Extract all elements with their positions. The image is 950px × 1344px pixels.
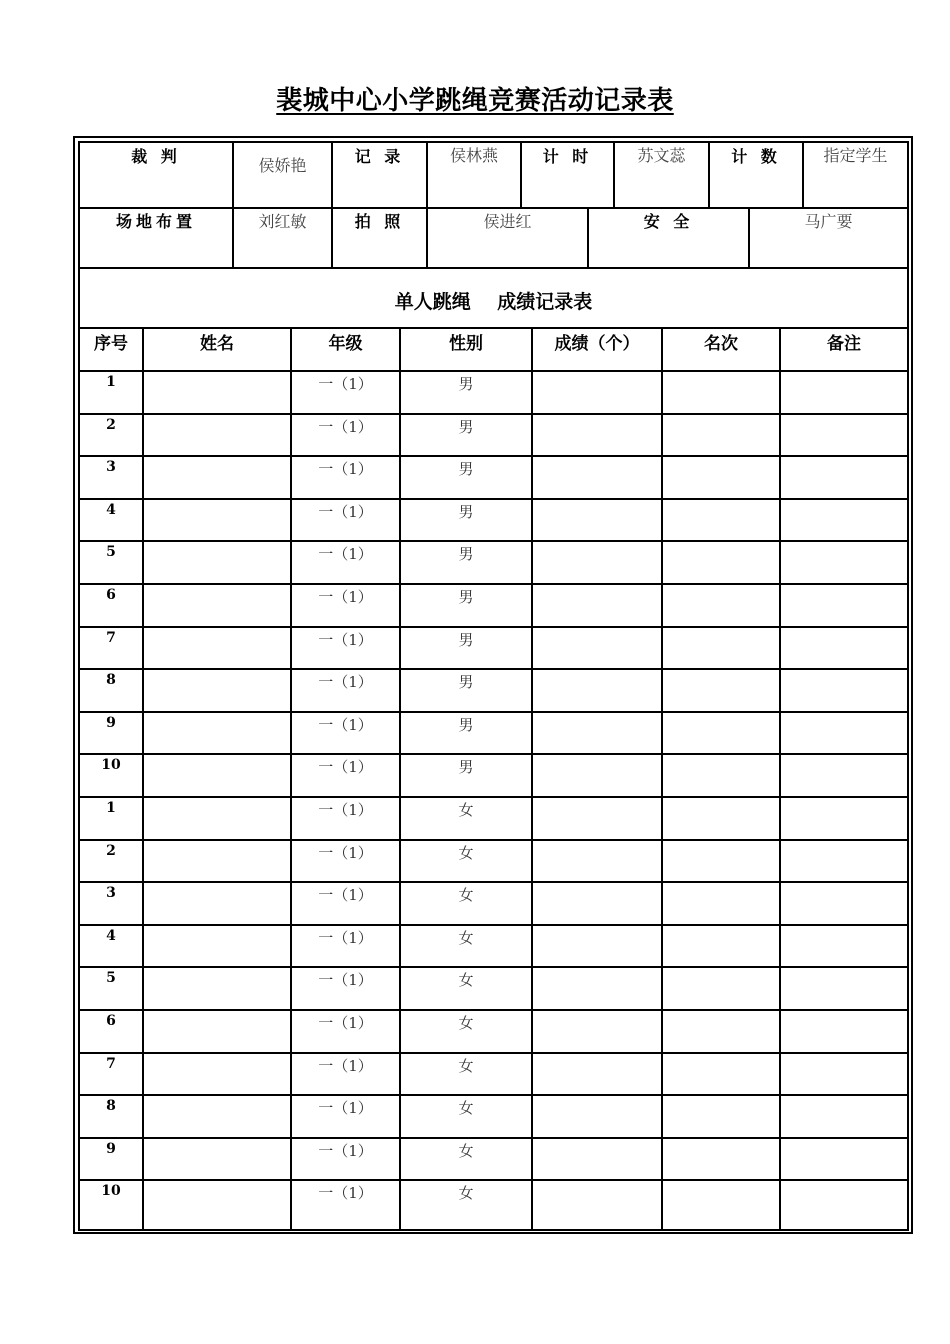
score-cell — [533, 796, 661, 836]
score-cell — [533, 455, 661, 495]
name-cell — [144, 1009, 290, 1049]
note-cell — [781, 966, 907, 1006]
grade-cell: 一（1） — [318, 716, 373, 734]
rank-cell — [663, 966, 779, 1006]
rank-cell — [663, 626, 779, 666]
gender-cell: 男 — [458, 375, 474, 393]
gender-cell: 男 — [458, 588, 474, 606]
note-cell — [781, 583, 907, 623]
row-number: 10 — [101, 1183, 121, 1199]
name-cell — [144, 540, 290, 580]
rank-cell — [663, 668, 779, 708]
note-cell — [781, 1094, 907, 1134]
section-title: 单人跳绳 成绩记录表 — [394, 291, 593, 313]
note-cell — [781, 1052, 907, 1092]
name-cell — [144, 839, 290, 879]
note-cell — [781, 711, 907, 751]
row-number: 3 — [106, 885, 116, 901]
name-cell — [144, 413, 290, 453]
row-number: 4 — [106, 502, 116, 518]
gender-cell: 女 — [458, 1057, 474, 1075]
table-border-bottom — [78, 1229, 909, 1231]
score-cell — [533, 839, 661, 879]
note-cell — [781, 455, 907, 495]
gender-cell: 男 — [458, 418, 474, 436]
record-table — [73, 136, 913, 1234]
rank-cell — [663, 455, 779, 495]
score-cell — [533, 583, 661, 623]
score-cell — [533, 966, 661, 1006]
rank-cell — [663, 413, 779, 453]
name-cell — [144, 1094, 290, 1134]
gender-cell: 男 — [458, 545, 474, 563]
rank-cell — [663, 839, 779, 879]
gender-cell: 女 — [458, 844, 474, 862]
score-cell — [533, 370, 661, 410]
score-cell — [533, 881, 661, 921]
column-header: 名次 — [704, 334, 738, 354]
gender-cell: 男 — [458, 673, 474, 691]
gender-cell: 女 — [458, 971, 474, 989]
rank-cell — [663, 924, 779, 964]
row-number: 7 — [106, 630, 116, 646]
score-cell — [533, 1094, 661, 1134]
grade-cell: 一（1） — [318, 545, 373, 563]
column-header: 性别 — [449, 334, 483, 354]
score-cell — [533, 1137, 661, 1177]
grade-cell: 一（1） — [318, 1142, 373, 1160]
staff-value: 侯娇艳 — [258, 156, 307, 175]
column-header: 备注 — [827, 334, 861, 354]
staff-label: 安 全 — [643, 212, 694, 231]
note-cell — [781, 668, 907, 708]
rank-cell — [663, 711, 779, 751]
staff-label: 记 录 — [354, 147, 405, 166]
grade-cell: 一（1） — [318, 801, 373, 819]
grade-cell: 一（1） — [318, 929, 373, 947]
score-cell — [533, 1009, 661, 1049]
note-cell — [781, 626, 907, 666]
grade-cell: 一（1） — [318, 971, 373, 989]
note-cell — [781, 370, 907, 410]
rank-cell — [663, 370, 779, 410]
row-number: 1 — [106, 800, 116, 816]
rank-cell — [663, 1009, 779, 1049]
row-number: 3 — [106, 459, 116, 475]
staff-label: 场地布置 — [115, 212, 196, 231]
row-number: 8 — [106, 1098, 116, 1114]
note-cell — [781, 753, 907, 793]
rank-cell — [663, 1137, 779, 1177]
name-cell — [144, 966, 290, 1006]
gender-cell: 男 — [458, 758, 474, 776]
gender-cell: 男 — [458, 716, 474, 734]
rank-cell — [663, 753, 779, 793]
rank-cell — [663, 1052, 779, 1092]
name-cell — [144, 1052, 290, 1092]
name-cell — [144, 881, 290, 921]
note-cell — [781, 881, 907, 921]
staff-value: 侯林燕 — [449, 146, 498, 165]
note-cell — [781, 1179, 907, 1219]
grade-cell: 一（1） — [318, 1099, 373, 1117]
gender-cell: 女 — [458, 1099, 474, 1117]
name-cell — [144, 668, 290, 708]
grade-cell: 一（1） — [318, 631, 373, 649]
staff-value: 侯进红 — [483, 212, 532, 231]
rank-cell — [663, 583, 779, 623]
staff-label: 拍 照 — [354, 212, 405, 231]
grade-cell: 一（1） — [318, 844, 373, 862]
staff-value: 指定学生 — [823, 146, 888, 165]
score-cell — [533, 1179, 661, 1219]
rank-cell — [663, 1094, 779, 1134]
name-cell — [144, 455, 290, 495]
grade-cell: 一（1） — [318, 460, 373, 478]
grade-cell: 一（1） — [318, 375, 373, 393]
row-number: 6 — [106, 587, 116, 603]
staff-label: 计 数 — [731, 147, 781, 166]
score-cell — [533, 753, 661, 793]
row-number: 9 — [106, 715, 116, 731]
name-cell — [144, 498, 290, 538]
row-number: 6 — [106, 1013, 116, 1029]
grade-cell: 一（1） — [318, 1014, 373, 1032]
rank-cell — [663, 498, 779, 538]
note-cell — [781, 1009, 907, 1049]
page-title: 裴城中心小学跳绳竞赛活动记录表 — [276, 86, 674, 116]
gender-cell: 女 — [458, 1014, 474, 1032]
gender-cell: 女 — [458, 1184, 474, 1202]
column-header: 年级 — [328, 334, 363, 354]
row-number: 5 — [106, 970, 116, 986]
score-cell — [533, 413, 661, 453]
grade-cell: 一（1） — [318, 886, 373, 904]
staff-label: 计 时 — [542, 147, 593, 166]
score-cell — [533, 626, 661, 666]
note-cell — [781, 839, 907, 879]
rank-cell — [663, 796, 779, 836]
table-border-right — [907, 141, 909, 1229]
row-number: 8 — [106, 672, 116, 688]
score-cell — [533, 1052, 661, 1092]
grade-cell: 一（1） — [318, 1184, 373, 1202]
row-number: 2 — [106, 843, 116, 859]
column-header: 序号 — [94, 334, 128, 354]
column-header: 姓名 — [200, 334, 234, 354]
name-cell — [144, 1137, 290, 1177]
name-cell — [144, 626, 290, 666]
name-cell — [144, 924, 290, 964]
grade-cell: 一（1） — [318, 418, 373, 436]
note-cell — [781, 498, 907, 538]
row-number: 2 — [106, 417, 116, 433]
name-cell — [144, 796, 290, 836]
score-cell — [533, 668, 661, 708]
note-cell — [781, 413, 907, 453]
gender-cell: 女 — [458, 801, 474, 819]
grade-cell: 一（1） — [318, 673, 373, 691]
note-cell — [781, 796, 907, 836]
score-cell — [533, 540, 661, 580]
gender-cell: 男 — [458, 460, 474, 478]
name-cell — [144, 583, 290, 623]
grade-cell: 一（1） — [318, 588, 373, 606]
row-number: 1 — [106, 374, 116, 390]
staff-value: 刘红敏 — [258, 212, 307, 231]
staff-label: 裁 判 — [131, 147, 181, 166]
gender-cell: 男 — [458, 631, 474, 649]
score-cell — [533, 924, 661, 964]
row-number: 4 — [106, 928, 116, 944]
row-number: 5 — [106, 544, 116, 560]
column-header: 成绩（个） — [554, 334, 640, 354]
gender-cell: 女 — [458, 1142, 474, 1160]
staff-value: 苏文蕊 — [637, 146, 686, 165]
row-number: 9 — [106, 1141, 116, 1157]
name-cell — [144, 370, 290, 410]
name-cell — [144, 711, 290, 751]
note-cell — [781, 540, 907, 580]
gender-cell: 男 — [458, 503, 474, 521]
rank-cell — [663, 1179, 779, 1219]
grade-cell: 一（1） — [318, 1057, 373, 1075]
note-cell — [781, 924, 907, 964]
grade-cell: 一（1） — [318, 758, 373, 776]
rank-cell — [663, 881, 779, 921]
name-cell — [144, 1179, 290, 1219]
rank-cell — [663, 540, 779, 580]
row-number: 7 — [106, 1056, 116, 1072]
score-cell — [533, 711, 661, 751]
note-cell — [781, 1137, 907, 1177]
grade-cell: 一（1） — [318, 503, 373, 521]
row-number: 10 — [101, 757, 121, 773]
gender-cell: 女 — [458, 929, 474, 947]
staff-value: 马广要 — [804, 212, 853, 231]
gender-cell: 女 — [458, 886, 474, 904]
score-cell — [533, 498, 661, 538]
name-cell — [144, 753, 290, 793]
